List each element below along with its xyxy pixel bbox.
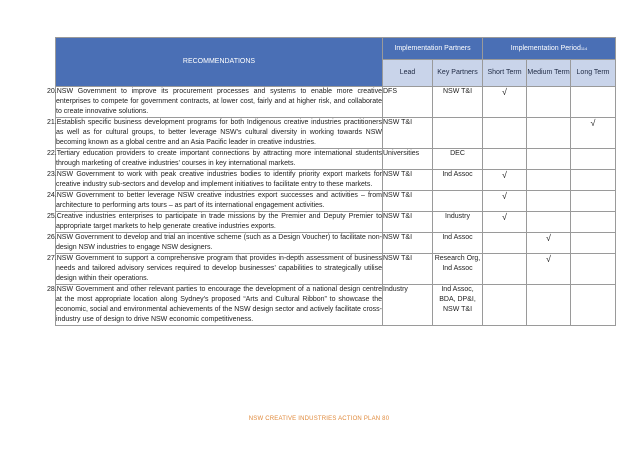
table-row [56, 87, 616, 118]
lead-partner: NSW T&I [383, 254, 433, 285]
medium-term-mark [527, 191, 571, 212]
key-partners [433, 118, 483, 149]
table-row [56, 212, 616, 233]
period-header [483, 38, 616, 60]
long-term-mark [571, 254, 616, 285]
medium-term-mark [527, 87, 571, 118]
header-row [56, 38, 616, 60]
short-term-header: Short Term [483, 60, 527, 87]
long-term-mark [571, 212, 616, 233]
lead-partner: Industry [383, 285, 433, 326]
long-term-mark [571, 191, 616, 212]
key-partners: Ind Assoc [433, 233, 483, 254]
long-term-mark [571, 87, 616, 118]
medium-term-mark [527, 212, 571, 233]
key-partners: Industry [433, 212, 483, 233]
table-row [56, 191, 616, 212]
key-partners: NSW T&I [433, 87, 483, 118]
recommendation-text: 23.NSW Government to work with peak creative industries bodies to identify priority export markets for creative industry sub-sectors and develop and implement initiatives to facilitate entry to these markets. [56, 170, 383, 191]
page-footer: NSW CREATIVE INDUSTRIES ACTION PLAN 80 [248, 416, 390, 422]
short-term-mark [483, 285, 527, 326]
period-footnote: 114 [580, 45, 588, 51]
recommendation-text: 27.NSW Government to support a comprehensive program that provides in-depth assessment of business needs and tailored advisory services required to develop businesses’ capabilities to strategically utilise design within their operations. [56, 254, 383, 285]
table-row [56, 233, 616, 254]
short-term-mark [483, 233, 527, 254]
long-term-mark: √ [571, 118, 616, 149]
recommendation-text: 22.Tertiary education providers to create important connections by attracting more international students through marketing of creative industries’ courses in key international markets. [56, 149, 383, 170]
lead-partner: DFS [383, 87, 433, 118]
partners-header: Implementation Partners [383, 38, 483, 60]
key-partners: Ind Assoc [433, 170, 483, 191]
period-header-label: Implementation Period [510, 44, 581, 52]
short-term-mark: √ [483, 212, 527, 233]
recommendation-text: 24.NSW Government to better leverage NSW creative industries export successes and activities – from architecture to performing arts tours – as part of its international engagement activities. [56, 191, 383, 212]
medium-term-mark [527, 170, 571, 191]
table-row [56, 118, 616, 149]
lead-partner: NSW T&I [383, 170, 433, 191]
key-partners: Research Org, Ind Assoc [433, 254, 483, 285]
long-term-mark [571, 149, 616, 170]
medium-term-mark: √ [527, 233, 571, 254]
key-partners: Ind Assoc, BDA, DP&I, NSW T&I [433, 285, 483, 326]
short-term-mark: √ [483, 191, 527, 212]
medium-term-header: Medium Term [527, 60, 571, 87]
medium-term-mark [527, 118, 571, 149]
long-term-mark [571, 233, 616, 254]
medium-term-mark [527, 285, 571, 326]
lead-partner: NSW T&I [383, 191, 433, 212]
recommendation-text: 28.NSW Government and other relevant parties to encourage the development of a national design centre at the most appropriate location along Sydney’s proposed “Arts and Cultural Ribbon” to showcase the economic, social and environmental achievements of the NSW design sector and actively facilitate cross-industry use of design to drive NSW economic competitiveness. [56, 285, 383, 326]
medium-term-mark: √ [527, 254, 571, 285]
table-row [56, 149, 616, 170]
short-term-mark [483, 254, 527, 285]
medium-term-mark [527, 149, 571, 170]
lead-partner: NSW T&I [383, 118, 433, 149]
long-term-mark [571, 285, 616, 326]
short-term-mark [483, 118, 527, 149]
lead-partner: Universities [383, 149, 433, 170]
short-term-mark: √ [483, 170, 527, 191]
recommendation-text: 21.Establish specific business development programs for both Indigenous creative industries practitioners as well as for cultural groups, to better leverage NSW’s cultural diversity in working towards NSW becoming known as a global centre and an Asia Pacific leader in creative industries. [56, 118, 383, 149]
key-partners-header: Key Partners [433, 60, 483, 87]
lead-partner: NSW T&I [383, 233, 433, 254]
long-term-mark [571, 170, 616, 191]
recommendation-text: 20.NSW Government to improve its procurement processes and systems to enable more creative enterprises to compete for government contracts, at lower cost, fairly and at higher risk, and collaborate to create innovative solutions. [56, 87, 383, 118]
short-term-mark [483, 149, 527, 170]
table-row [56, 254, 616, 285]
lead-header: Lead [383, 60, 433, 87]
lead-partner: NSW T&I [383, 212, 433, 233]
short-term-mark: √ [483, 87, 527, 118]
table-row [56, 285, 616, 326]
key-partners [433, 191, 483, 212]
recommendations-table [47, 37, 616, 326]
long-term-header: Long Term [571, 60, 616, 87]
recommendations-header: RECOMMENDATIONS [56, 38, 383, 87]
table-row [56, 170, 616, 191]
recommendation-text: 25.Creative industries enterprises to participate in trade missions by the Premier and Deputy Premier to appropriate target markets to help generate creative industries exports. [56, 212, 383, 233]
recommendation-text: 26.NSW Government to develop and trial an incentive scheme (such as a Design Voucher) to facilitate non-design NSW industries to engage NSW designers. [56, 233, 383, 254]
key-partners: DEC [433, 149, 483, 170]
